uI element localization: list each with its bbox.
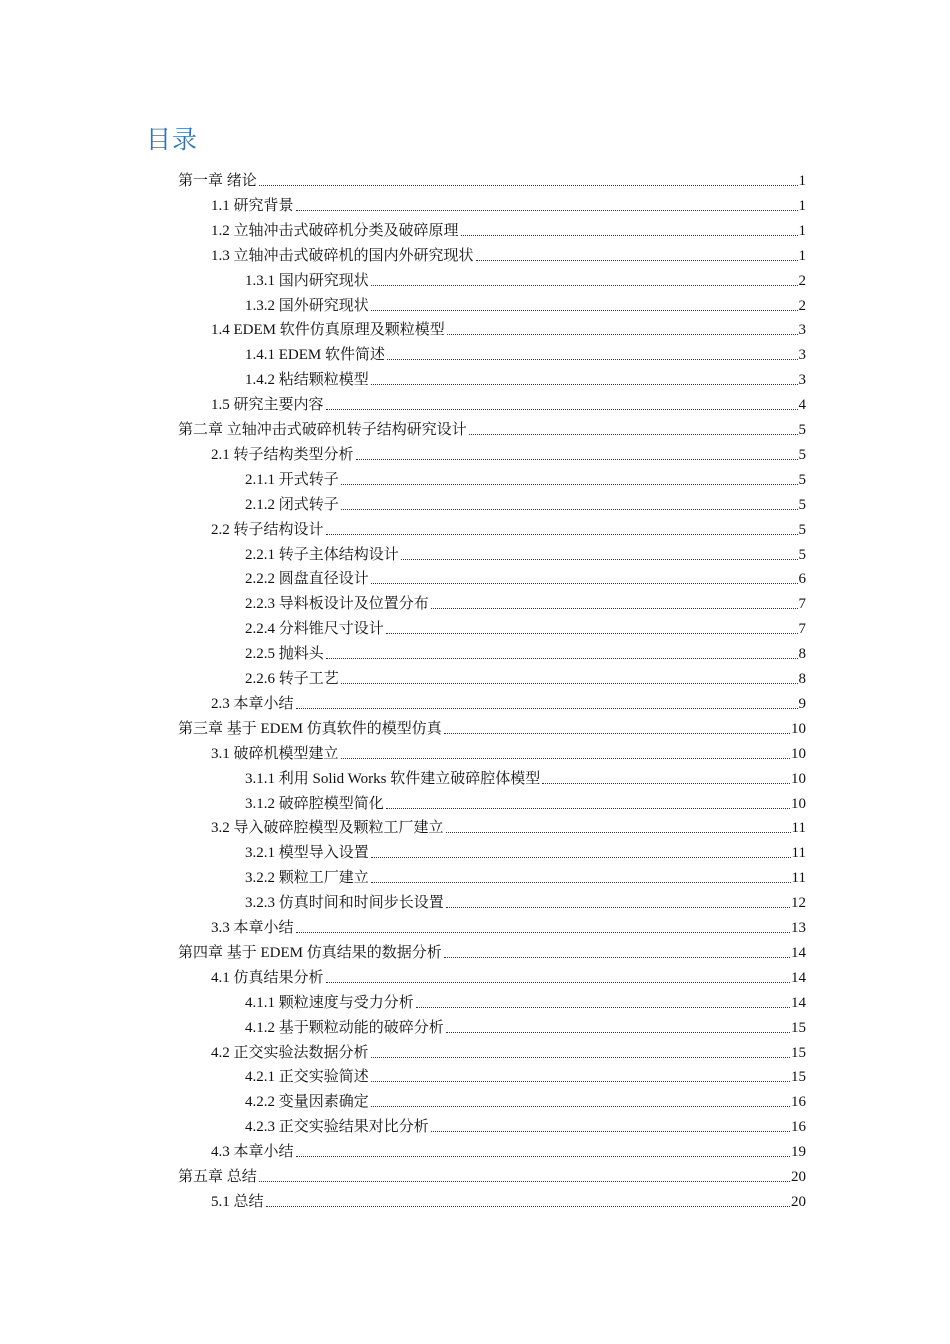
dot-leader [296, 210, 798, 211]
toc-entry-page-number: 5 [798, 472, 806, 488]
toc-entry-page-number: 3 [798, 322, 806, 338]
toc-entry-label: 1.2 立轴冲击式破碎机分类及破碎原理 [211, 223, 459, 239]
dot-leader [371, 882, 791, 883]
dot-leader [296, 932, 790, 933]
toc-subsection-entry[interactable] [245, 1112, 806, 1136]
dot-leader [296, 708, 798, 709]
dot-leader [371, 1106, 790, 1107]
dot-leader [371, 1057, 790, 1058]
toc-entry-label: 4.2.2 变量因素确定 [245, 1094, 369, 1110]
dot-leader [476, 260, 798, 261]
toc-entry-label: 4.1.2 基于颗粒动能的破碎分析 [245, 1020, 444, 1036]
toc-entry-page-number: 6 [798, 571, 806, 587]
toc-entry-page-number: 8 [798, 646, 806, 662]
toc-entry-page-number: 15 [791, 1045, 806, 1061]
dot-leader [447, 334, 798, 335]
toc-entry-label: 1.3.2 国外研究现状 [245, 298, 369, 314]
toc-entry-label: 2.2.1 转子主体结构设计 [245, 547, 399, 563]
dot-leader [371, 1081, 790, 1082]
dot-leader [431, 608, 798, 609]
toc-entry-page-number: 14 [791, 995, 806, 1011]
dot-leader [259, 185, 798, 186]
toc-subsection-entry[interactable] [245, 291, 806, 315]
toc-entry-label: 4.1.1 颗粒速度与受力分析 [245, 995, 414, 1011]
toc-subsection-entry[interactable] [245, 1013, 806, 1037]
toc-entry-label: 第三章 基于 EDEM 仿真软件的模型仿真 [178, 721, 442, 737]
toc-entry-page-number: 20 [791, 1194, 806, 1210]
toc-subsection-entry[interactable] [245, 664, 806, 688]
toc-subsection-entry[interactable] [245, 863, 806, 887]
dot-leader [326, 534, 798, 535]
dot-leader [259, 1181, 790, 1182]
toc-entry-page-number: 10 [791, 721, 806, 737]
dot-leader [371, 583, 798, 584]
toc-entry-label: 3.2.3 仿真时间和时间步长设置 [245, 895, 444, 911]
toc-entry-page-number: 15 [791, 1020, 806, 1036]
toc-section-entry[interactable] [211, 963, 806, 987]
toc-subsection-entry[interactable] [245, 365, 806, 389]
toc-entry-page-number: 5 [798, 522, 806, 538]
toc-entry-page-number: 1 [798, 223, 806, 239]
toc-entry-page-number: 5 [798, 497, 806, 513]
toc-entry-label: 2.1 转子结构类型分析 [211, 447, 354, 463]
toc-section-entry[interactable] [211, 739, 806, 763]
toc-section-entry[interactable] [211, 315, 806, 339]
toc-entry-page-number: 7 [798, 596, 806, 612]
toc-entry-page-number: 12 [791, 895, 806, 911]
dot-leader [446, 832, 791, 833]
toc-entry-page-number: 10 [791, 746, 806, 762]
toc-entry-label: 2.2.2 圆盘直径设计 [245, 571, 369, 587]
toc-entry-page-number: 1 [798, 248, 806, 264]
toc-section-entry[interactable] [211, 390, 806, 414]
toc-entry-page-number: 15 [791, 1069, 806, 1085]
toc-entry-label: 4.2.1 正交实验简述 [245, 1069, 369, 1085]
dot-leader [371, 857, 791, 858]
toc-entry-label: 3.1.1 利用 Solid Works 软件建立破碎腔体模型 [245, 771, 541, 787]
dot-leader [341, 683, 798, 684]
toc-entry-label: 3.2.2 颗粒工厂建立 [245, 870, 369, 886]
toc-entry-label: 3.2 导入破碎腔模型及颗粒工厂建立 [211, 820, 444, 836]
toc-entry-label: 2.1.2 闭式转子 [245, 497, 339, 513]
toc-entry-label: 2.2.4 分料锥尺寸设计 [245, 621, 384, 637]
toc-section-entry[interactable] [211, 1038, 806, 1062]
toc-entry-page-number: 1 [798, 173, 806, 189]
toc-entry-page-number: 5 [798, 547, 806, 563]
toc-subsection-entry[interactable] [245, 789, 806, 813]
toc-subsection-entry[interactable] [245, 465, 806, 489]
toc-entry-page-number: 5 [798, 422, 806, 438]
toc-entry-label: 3.3 本章小结 [211, 920, 294, 936]
toc-entry-page-number: 19 [791, 1144, 806, 1160]
toc-entry-label: 2.1.1 开式转子 [245, 472, 339, 488]
toc-entry-page-number: 1 [798, 198, 806, 214]
toc-entry-label: 1.4.2 粘结颗粒模型 [245, 372, 369, 388]
toc-entry-page-number: 16 [791, 1119, 806, 1135]
dot-leader [469, 434, 798, 435]
toc-chapter-entry[interactable] [178, 714, 806, 738]
dot-leader [371, 285, 798, 286]
toc-subsection-entry[interactable] [245, 266, 806, 290]
toc-section-entry[interactable] [211, 813, 806, 837]
toc-chapter-entry[interactable] [178, 415, 806, 439]
dot-leader [444, 957, 790, 958]
toc-subsection-entry[interactable] [245, 1087, 806, 1111]
toc-section-entry[interactable] [211, 440, 806, 464]
page-title: 目录 [146, 125, 199, 154]
toc-entry-label: 4.1 仿真结果分析 [211, 970, 324, 986]
toc-section-entry[interactable] [211, 1187, 806, 1211]
toc-subsection-entry[interactable] [245, 639, 806, 663]
toc-entry-page-number: 10 [791, 796, 806, 812]
dot-leader [371, 310, 798, 311]
toc-entry-page-number: 2 [798, 273, 806, 289]
toc-section-entry[interactable] [211, 515, 806, 539]
toc-entry-label: 2.2.3 导料板设计及位置分布 [245, 596, 429, 612]
toc-entry-page-number: 3 [798, 372, 806, 388]
toc-subsection-entry[interactable] [245, 764, 806, 788]
toc-entry-label: 1.5 研究主要内容 [211, 397, 324, 413]
toc-chapter-entry[interactable] [178, 166, 806, 190]
dot-leader [446, 1032, 790, 1033]
dot-leader [371, 384, 798, 385]
toc-entry-page-number: 16 [791, 1094, 806, 1110]
toc-section-entry[interactable] [211, 1137, 806, 1161]
toc-entry-label: 第四章 基于 EDEM 仿真结果的数据分析 [178, 945, 442, 961]
dot-leader [341, 758, 790, 759]
toc-subsection-entry[interactable] [245, 614, 806, 638]
toc-entry-page-number: 14 [791, 945, 806, 961]
toc-entry-label: 2.2.6 转子工艺 [245, 671, 339, 687]
toc-entry-page-number: 11 [791, 845, 806, 861]
toc-entry-label: 3.1.2 破碎腔模型简化 [245, 796, 384, 812]
dot-leader [326, 658, 798, 659]
dot-leader [461, 235, 798, 236]
toc-subsection-entry[interactable] [245, 888, 806, 912]
dot-leader [266, 1206, 790, 1207]
dot-leader [401, 559, 798, 560]
dot-leader [542, 783, 790, 784]
dot-leader [446, 907, 790, 908]
dot-leader [444, 733, 790, 734]
toc-section-entry[interactable] [211, 191, 806, 215]
toc-subsection-entry[interactable] [245, 340, 806, 364]
toc-entry-page-number: 11 [791, 820, 806, 836]
toc-entry-page-number: 4 [798, 397, 806, 413]
toc-entry-page-number: 7 [798, 621, 806, 637]
toc-entry-page-number: 9 [798, 696, 806, 712]
dot-leader [341, 484, 798, 485]
toc-entry-page-number: 5 [798, 447, 806, 463]
toc-entry-label: 第二章 立轴冲击式破碎机转子结构研究设计 [178, 422, 467, 438]
toc-entry-label: 1.1 研究背景 [211, 198, 294, 214]
toc-entry-page-number: 20 [791, 1169, 806, 1185]
toc-section-entry[interactable] [211, 216, 806, 240]
toc-subsection-entry[interactable] [245, 1062, 806, 1086]
toc-entry-label: 3.1 破碎机模型建立 [211, 746, 339, 762]
toc-entry-label: 1.3 立轴冲击式破碎机的国内外研究现状 [211, 248, 474, 264]
toc-subsection-entry[interactable] [245, 490, 806, 514]
dot-leader [356, 459, 798, 460]
toc-entry-page-number: 2 [798, 298, 806, 314]
toc-subsection-entry[interactable] [245, 540, 806, 564]
dot-leader [416, 1007, 790, 1008]
dot-leader [387, 359, 798, 360]
toc-entry-page-number: 10 [791, 771, 806, 787]
toc-entry-label: 4.2.3 正交实验结果对比分析 [245, 1119, 429, 1135]
dot-leader [326, 982, 790, 983]
toc-entry-page-number: 14 [791, 970, 806, 986]
toc-section-entry[interactable] [211, 241, 806, 265]
toc-entry-label: 4.3 本章小结 [211, 1144, 294, 1160]
toc-entry-page-number: 11 [791, 870, 806, 886]
dot-leader [296, 1156, 790, 1157]
toc-entry-label: 2.3 本章小结 [211, 696, 294, 712]
toc-entry-label: 4.2 正交实验法数据分析 [211, 1045, 369, 1061]
dot-leader [431, 1131, 790, 1132]
toc-chapter-entry[interactable] [178, 938, 806, 962]
toc-entry-label: 3.2.1 模型导入设置 [245, 845, 369, 861]
toc-entry-label: 5.1 总结 [211, 1194, 264, 1210]
toc-subsection-entry[interactable] [245, 564, 806, 588]
toc-subsection-entry[interactable] [245, 838, 806, 862]
toc-entry-page-number: 13 [791, 920, 806, 936]
toc-subsection-entry[interactable] [245, 589, 806, 613]
toc-chapter-entry[interactable] [178, 1162, 806, 1186]
dot-leader [341, 509, 798, 510]
dot-leader [386, 633, 798, 634]
toc-entry-label: 第五章 总结 [178, 1169, 257, 1185]
toc-subsection-entry[interactable] [245, 988, 806, 1012]
toc-entry-label: 2.2.5 抛料头 [245, 646, 324, 662]
toc-entry-label: 1.3.1 国内研究现状 [245, 273, 369, 289]
dot-leader [386, 808, 790, 809]
toc-entry-label: 1.4.1 EDEM 软件简述 [245, 347, 385, 363]
toc-entry-label: 1.4 EDEM 软件仿真原理及颗粒模型 [211, 322, 445, 338]
toc-entry-page-number: 3 [798, 347, 806, 363]
toc-section-entry[interactable] [211, 689, 806, 713]
toc-section-entry[interactable] [211, 913, 806, 937]
dot-leader [326, 409, 798, 410]
toc-entry-page-number: 8 [798, 671, 806, 687]
toc-entry-label: 2.2 转子结构设计 [211, 522, 324, 538]
toc-entry-label: 第一章 绪论 [178, 173, 257, 189]
